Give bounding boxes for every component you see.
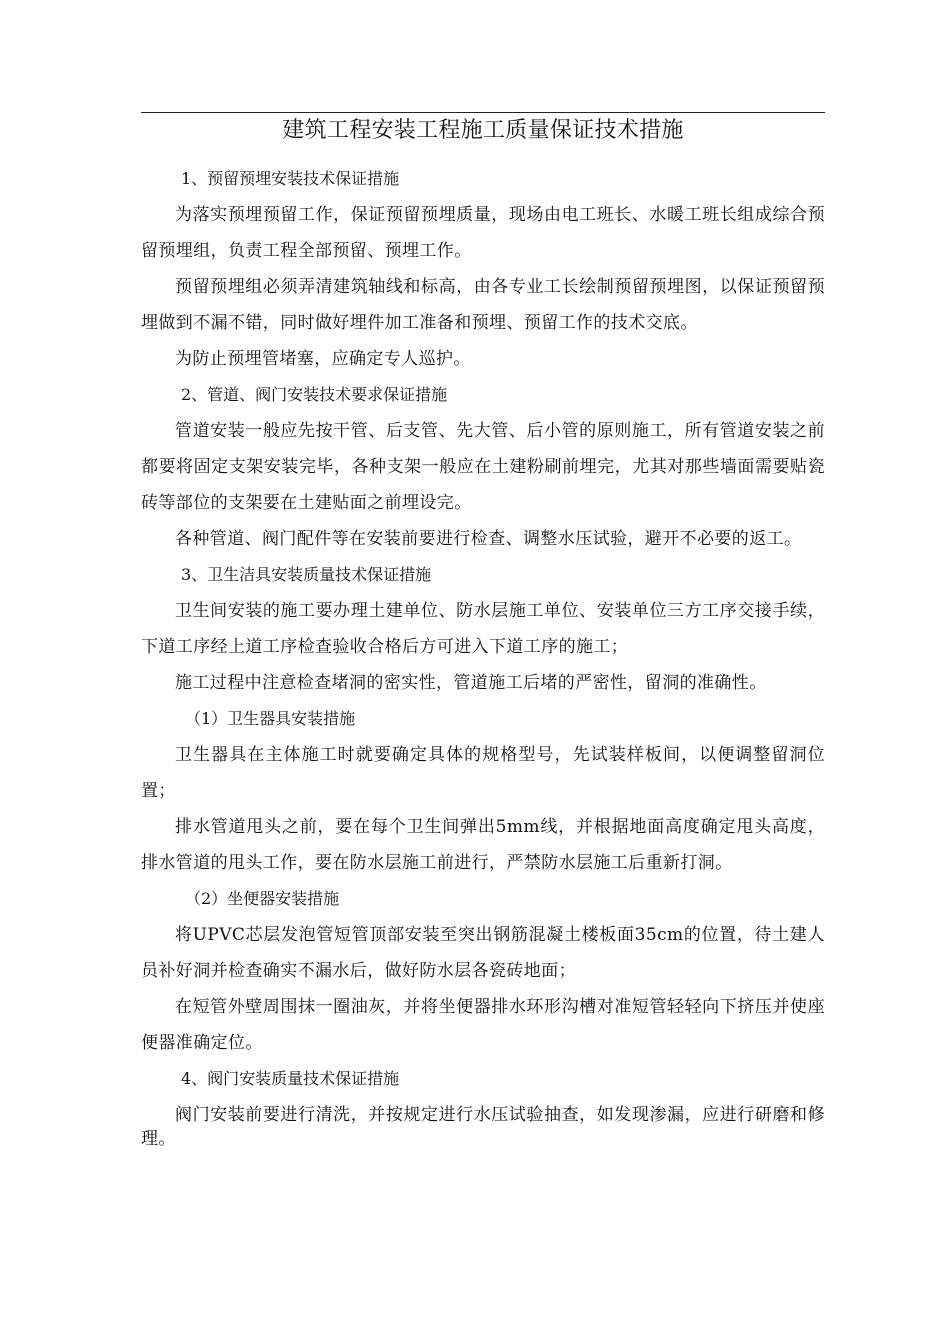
header-rule xyxy=(141,112,825,113)
section-heading-2: 2、管道、阀门安装技术要求保证措施 xyxy=(181,385,448,404)
paragraph: 为防止预埋管堵塞，应确定专人巡护。 xyxy=(175,349,471,369)
paragraph: 为落实预埋预留工作，保证预留预埋质量，现场由电工班长、水暖工班长组成综合预留预埋组，负责工程全部预留、预埋工作。 xyxy=(141,205,825,261)
paragraph: 卫生间安装的施工要办理土建单位、防水层施工单位、安装单位三方工序交接手续，下道工序经上道工序检查验收合格后方可进入下道工序的施工； xyxy=(141,601,825,657)
paragraph: 预留预埋组必须弄清建筑轴线和标高，由各专业工长绘制预留预埋图，以保证预留预埋做到不漏不错，同时做好埋件加工准备和预埋、预留工作的技术交底。 xyxy=(141,277,825,333)
section-heading-1: 1、预留预埋安装技术保证措施 xyxy=(181,169,400,188)
section-heading-3: 3、卫生洁具安装质量技术保证措施 xyxy=(181,565,432,584)
paragraph: 阀门安装前要进行清洗，并按规定进行水压试验抽查，如发现渗漏，应进行研磨和修理。 xyxy=(141,1105,825,1149)
subsection-heading-2: （2）坐便器安装措施 xyxy=(185,889,340,908)
paragraph: 将UPVC芯层发泡管短管顶部安装至突出钢筋混凝土楼板面35cm的位置，待土建人员补好洞并检查确实不漏水后，做好防水层各瓷砖地面； xyxy=(141,925,825,981)
paragraph: 卫生器具在主体施工时就要确定具体的规格型号，先试装样板间，以便调整留洞位置； xyxy=(141,745,825,801)
paragraph: 各种管道、阀门配件等在安装前要进行检查、调整水压试验，避开不必要的返工。 xyxy=(175,529,802,549)
paragraph: 管道安装一般应先按干管、后支管、先大管、后小管的原则施工，所有管道安装之前都要将固定支架安装完毕，各种支架一般应在土建粉刷前埋完，尤其对那些墙面需要贴瓷砖等部位的支架要在土建贴面之前埋设完。 xyxy=(141,421,825,513)
paragraph: 排水管道甩头之前，要在每个卫生间弹出5mm线，并根据地面高度确定甩头高度，排水管道的甩头工作，要在防水层施工前进行，严禁防水层施工后重新打洞。 xyxy=(141,817,825,873)
subsection-heading-1: （1）卫生器具安装措施 xyxy=(185,709,356,728)
document-body xyxy=(141,161,825,1151)
page-title: 建筑工程安装工程施工质量保证技术措施 xyxy=(282,118,684,143)
section-heading-4: 4、阀门安装质量技术保证措施 xyxy=(181,1069,400,1088)
paragraph: 施工过程中注意检查堵洞的密实性，管道施工后堵的严密性，留洞的准确性。 xyxy=(175,673,767,693)
paragraph: 在短管外壁周围抹一圈油灰，并将坐便器排水环形沟槽对准短管轻轻向下挤压并使座便器准确定位。 xyxy=(141,997,825,1053)
